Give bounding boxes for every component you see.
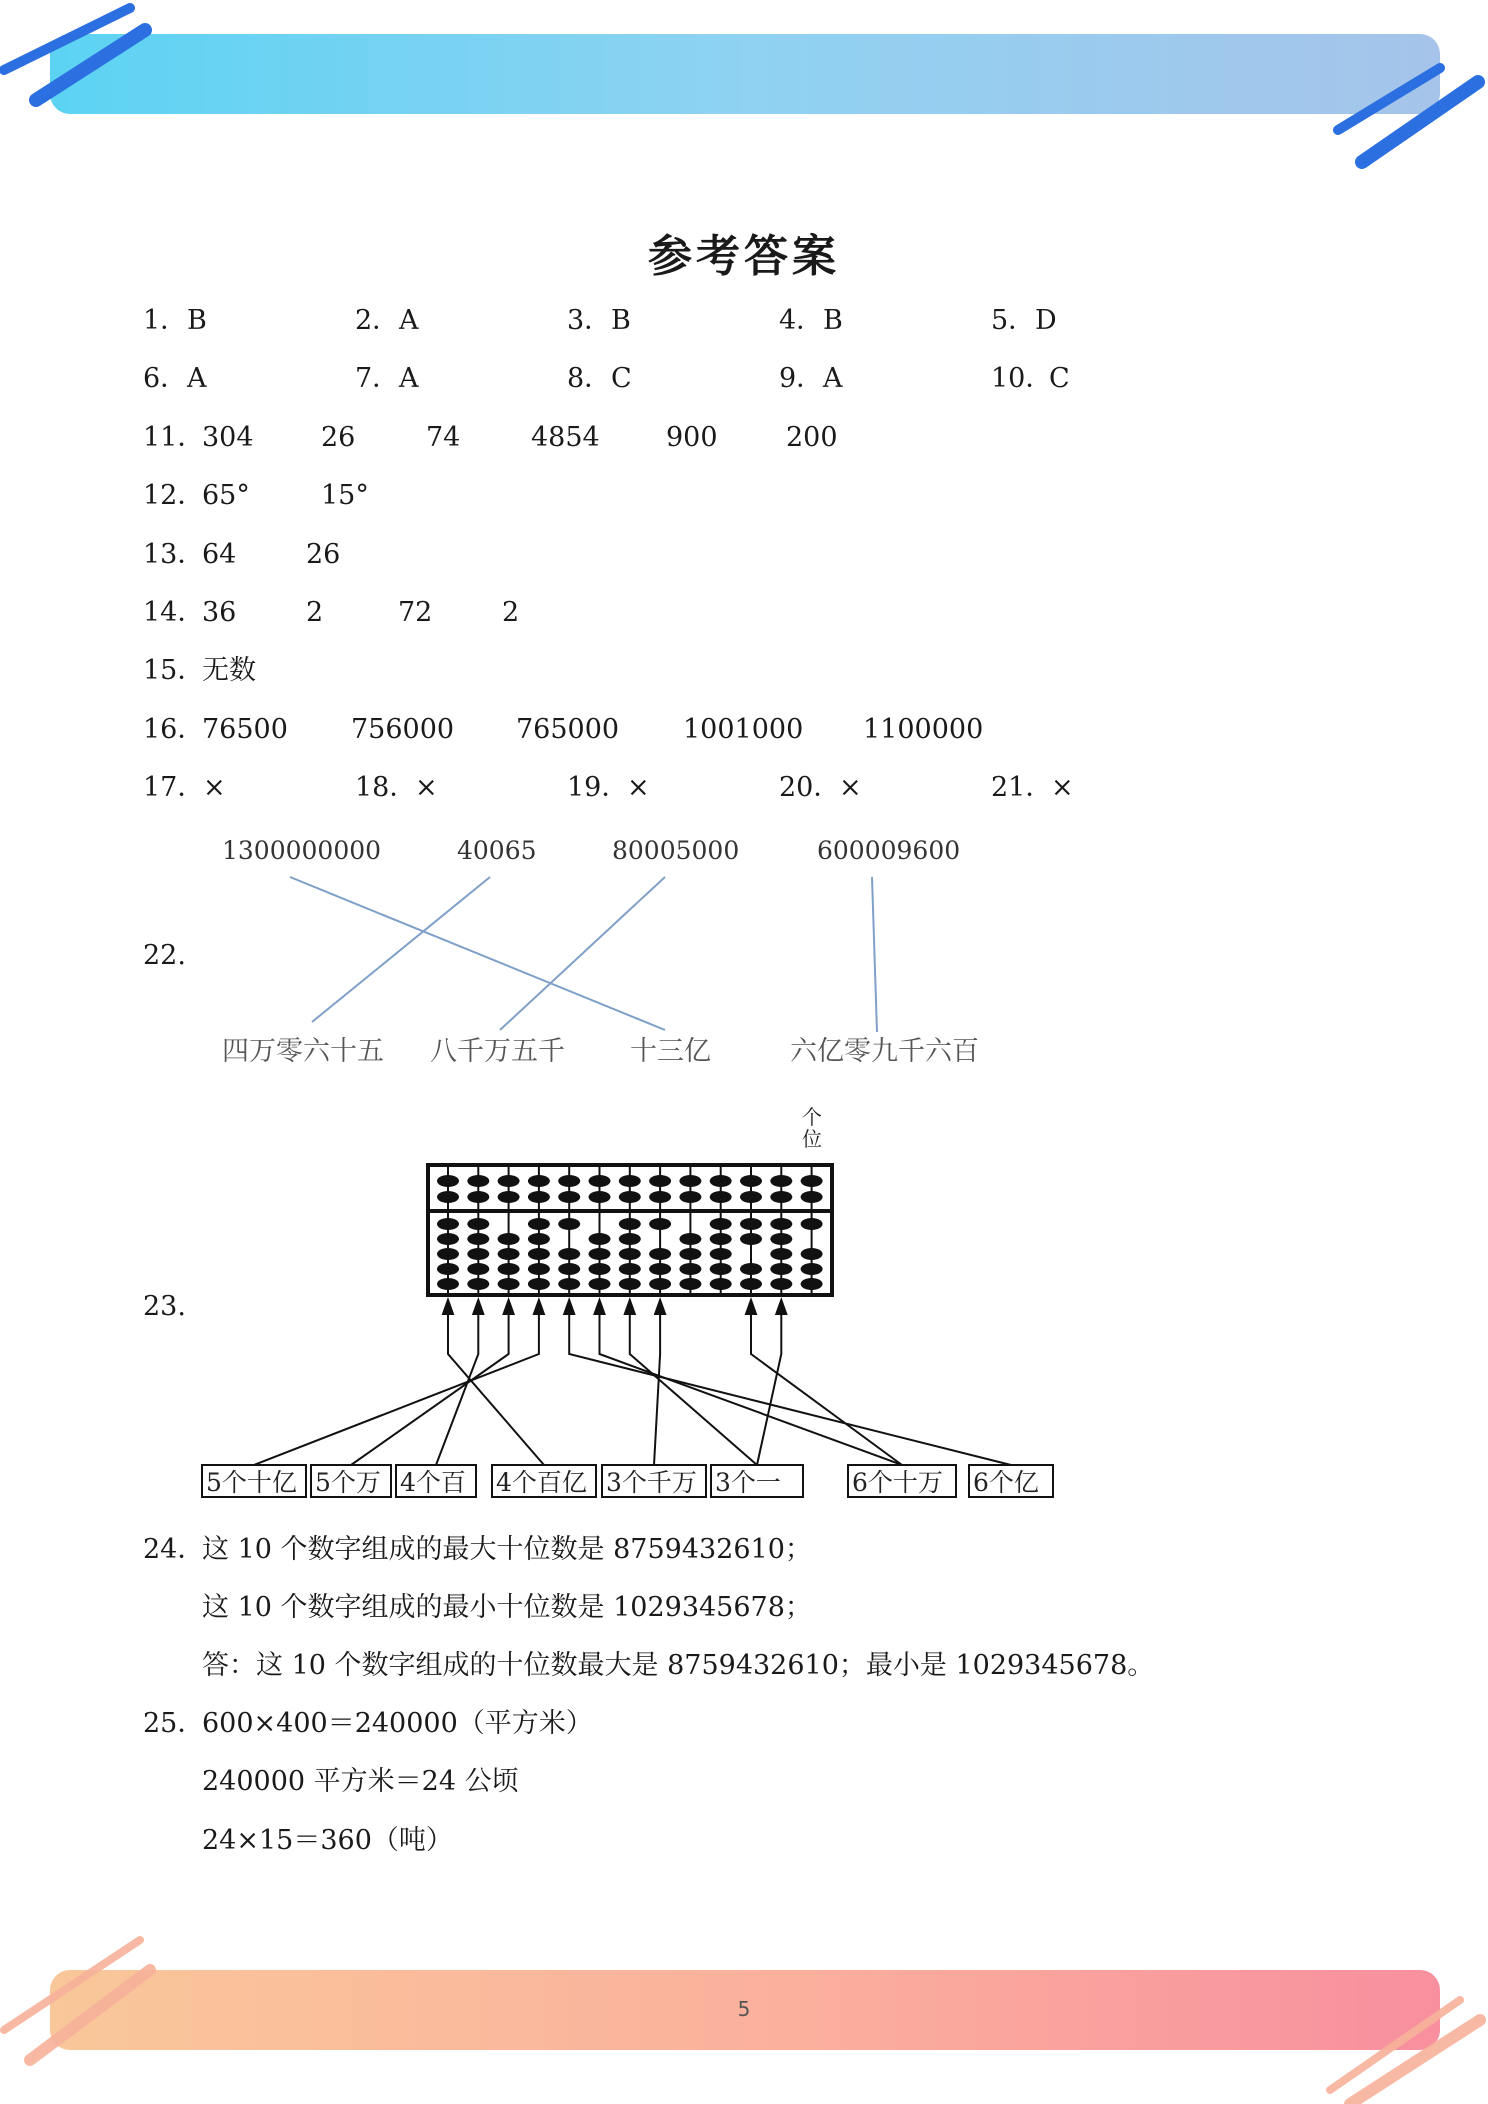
mc-answer: A [823,363,843,394]
abacus-bead [558,1248,580,1260]
mc-num: 6． [143,363,188,394]
abacus-bead [558,1175,580,1187]
tf-answer: × [627,772,650,803]
q24-line: 这 10 个数字组成的最小十位数是 1029345678； [202,1592,812,1623]
arrow-head [473,1300,483,1314]
abacus-bead [437,1233,459,1245]
abacus-bead [801,1218,823,1230]
tf-answer: × [415,772,438,803]
abacus-bead [589,1263,611,1275]
q22-bottom-word: 四万零六十五 [222,1036,384,1067]
abacus-bead [437,1218,459,1230]
abacus-bead [740,1263,762,1275]
abacus-bead [679,1248,701,1260]
page-title: 参考答案 [648,231,840,282]
q22-top-number: 80005000 [612,836,740,865]
abacus-bead [679,1233,701,1245]
abacus-bead [619,1278,641,1290]
q22-top-number: 1300000000 [222,836,382,865]
abacus-bead [589,1278,611,1290]
answer-value: 1100000 [863,714,984,745]
tf-num: 21． [991,772,1053,803]
question-number: 13． [143,539,205,570]
abacus-bead [801,1191,823,1203]
mc-num: 4． [779,305,824,336]
abacus-bead [528,1263,550,1275]
abacus-bead [770,1263,792,1275]
answer-value: 2 [306,597,324,628]
arrow-head [504,1300,514,1314]
abacus-bead [437,1263,459,1275]
abacus-bead [528,1278,550,1290]
abacus-bead [770,1175,792,1187]
abacus-bead [649,1175,671,1187]
abacus-bead [528,1248,550,1260]
question-number: 23. [143,1291,186,1322]
abacus-bead [801,1263,823,1275]
abacus-bead [801,1248,823,1260]
q22-bottom-word: 六亿零九千六百 [790,1036,979,1067]
q23-abacus-figure [190,1100,1090,1510]
mc-answer: C [611,363,632,394]
question-number: 12． [143,480,205,511]
abacus-bead [437,1248,459,1260]
abacus-bead [770,1233,792,1245]
mc-answer: A [399,305,419,336]
abacus-bead [589,1233,611,1245]
answer-value: 64 [202,539,237,570]
abacus-bead [770,1278,792,1290]
abacus-arrows [254,1300,1011,1465]
answer-value: 无数 [202,655,256,686]
abacus-bead [558,1218,580,1230]
answer-value: 76500 [202,714,288,745]
answer-value: 26 [306,539,341,570]
mc-answer: C [1049,363,1070,394]
abacus-bead [558,1263,580,1275]
mc-num: 1． [143,305,188,336]
abacus-bead [710,1263,732,1275]
abacus-bead [619,1233,641,1245]
abacus-bead [619,1248,641,1260]
mc-num: 8． [567,363,612,394]
place-box-label: 3个一 [715,1468,781,1497]
abacus-bead [467,1191,489,1203]
abacus-bead [498,1191,520,1203]
q25-line: 600×400＝240000（平方米） [202,1708,593,1739]
abacus-bead [710,1233,732,1245]
abacus-bead [467,1278,489,1290]
abacus-bead [770,1218,792,1230]
mc-num: 3． [567,305,612,336]
tf-answer: × [839,772,862,803]
abacus-bead [649,1278,671,1290]
abacus-bead [679,1175,701,1187]
abacus-bead [710,1248,732,1260]
answer-value: 304 [202,422,254,453]
answer-value: 72 [398,597,433,628]
answer-value: 26 [321,422,356,453]
ones-place-label: 位 [802,1127,822,1151]
place-box-label: 4个百亿 [496,1468,587,1497]
question-number: 24． [143,1534,205,1565]
abacus-bead [679,1191,701,1203]
mc-answer: B [187,305,207,336]
arrow-head [443,1300,453,1314]
q22-top-number: 40065 [457,836,537,865]
abacus-bead [740,1175,762,1187]
abacus-bead [740,1233,762,1245]
q24-line: 这 10 个数字组成的最大十位数是 8759432610； [202,1534,812,1565]
arrow-head [776,1300,786,1314]
abacus-link-line [254,1312,539,1465]
question-number: 16． [143,714,205,745]
abacus-bead [770,1191,792,1203]
abacus-bead [467,1175,489,1187]
abacus-bead [801,1278,823,1290]
q22-matching-figure [200,830,1020,1070]
mc-num: 5． [991,305,1036,336]
abacus-bead [801,1175,823,1187]
abacus-bead [710,1218,732,1230]
abacus-bead [619,1263,641,1275]
abacus-bead [498,1175,520,1187]
abacus-bead [740,1191,762,1203]
abacus-bead [649,1191,671,1203]
abacus-link-line [757,1312,781,1465]
abacus-bead [589,1175,611,1187]
abacus-bead [770,1248,792,1260]
abacus-bead [589,1191,611,1203]
question-number: 22. [143,940,186,971]
mc-num: 9． [779,363,824,394]
answer-value: 200 [786,422,838,453]
tf-num: 20． [779,772,841,803]
abacus-bead [467,1248,489,1260]
abacus-bead [467,1218,489,1230]
q22-match-line [290,877,665,1030]
abacus-bead [679,1263,701,1275]
abacus-link-line [654,1312,660,1465]
arrow-head [746,1300,756,1314]
top-decoration [0,0,1488,180]
abacus-bead [558,1191,580,1203]
answer-value: 4854 [531,422,600,453]
mc-num: 10． [991,363,1053,394]
mc-num: 2． [355,305,400,336]
abacus-bead [498,1233,520,1245]
place-box-label: 5个十亿 [206,1468,297,1497]
q22-bottom-word: 十三亿 [630,1036,711,1067]
tf-num: 19． [567,772,629,803]
arrow-head [655,1300,665,1314]
q25-line: 240000 平方米＝24 公顷 [202,1766,519,1797]
mc-answer: A [187,363,207,394]
q22-match-line [500,877,665,1030]
abacus-bead [498,1248,520,1260]
tf-num: 17． [143,772,205,803]
abacus-link-line [436,1312,478,1465]
question-number: 11． [143,422,205,453]
abacus-bead [589,1248,611,1260]
mc-answer: D [1035,305,1057,336]
abacus-bead [437,1175,459,1187]
abacus-bead [558,1278,580,1290]
q22-match-line [872,877,877,1032]
answer-value: 15° [321,480,369,511]
answer-value: 65° [202,480,250,511]
q22-bottom-word: 八千万五千 [430,1036,565,1067]
abacus-bead [649,1218,671,1230]
tf-num: 18． [355,772,417,803]
arrow-head [625,1300,635,1314]
abacus-bead [528,1191,550,1203]
abacus-bead [740,1218,762,1230]
abacus-bead [740,1278,762,1290]
abacus-bead [498,1263,520,1275]
abacus-bead [649,1248,671,1260]
place-box-label: 5个万 [315,1468,381,1497]
answer-value: 74 [426,422,461,453]
answer-value: 900 [666,422,718,453]
place-box-label: 4个百 [400,1468,466,1497]
place-box-label: 6个亿 [973,1468,1039,1497]
tf-answer: × [1051,772,1074,803]
place-box-label: 3个千万 [606,1468,697,1497]
answer-value: 756000 [351,714,455,745]
answer-value: 1001000 [683,714,804,745]
abacus-bead [528,1233,550,1245]
abacus-bead [619,1218,641,1230]
place-box-label: 6个十万 [852,1468,943,1497]
arrow-head [564,1300,574,1314]
abacus-bead [467,1233,489,1245]
abacus-bead [710,1175,732,1187]
arrow-head [595,1300,605,1314]
abacus-bead [710,1278,732,1290]
mc-answer: B [611,305,631,336]
question-number: 15． [143,655,205,686]
abacus-bead [710,1191,732,1203]
abacus-link-line [351,1312,509,1465]
page-number: 5 [737,1997,751,2021]
mc-answer: A [399,363,419,394]
abacus-place-boxes [202,1465,1053,1497]
abacus-link-line [569,1312,1011,1465]
tf-answer: × [203,772,226,803]
q22-match-line [312,877,490,1022]
abacus-bead [437,1191,459,1203]
mc-answer: B [823,305,843,336]
q25-line: 24×15＝360（吨） [202,1825,453,1856]
question-number: 14． [143,597,205,628]
abacus-bead [649,1263,671,1275]
question-number: 25． [143,1708,205,1739]
answer-value: 765000 [516,714,620,745]
abacus-bead [619,1191,641,1203]
mc-num: 7． [355,363,400,394]
abacus-bead [679,1278,701,1290]
arrow-head [534,1300,544,1314]
answer-value: 36 [202,597,237,628]
answer-value: 2 [502,597,520,628]
abacus-bead [619,1175,641,1187]
abacus-bead [498,1278,520,1290]
abacus-bead [528,1218,550,1230]
ones-place-label: 个 [802,1105,822,1129]
abacus-link-line [448,1312,544,1465]
q22-top-number: 600009600 [817,836,961,865]
q24-answer-line: 答：这 10 个数字组成的十位数最大是 8759432610；最小是 1029345678。 [202,1650,1155,1681]
abacus-bead [467,1263,489,1275]
abacus-bead [437,1278,459,1290]
abacus-bead [528,1175,550,1187]
abacus-rods [437,1167,823,1293]
